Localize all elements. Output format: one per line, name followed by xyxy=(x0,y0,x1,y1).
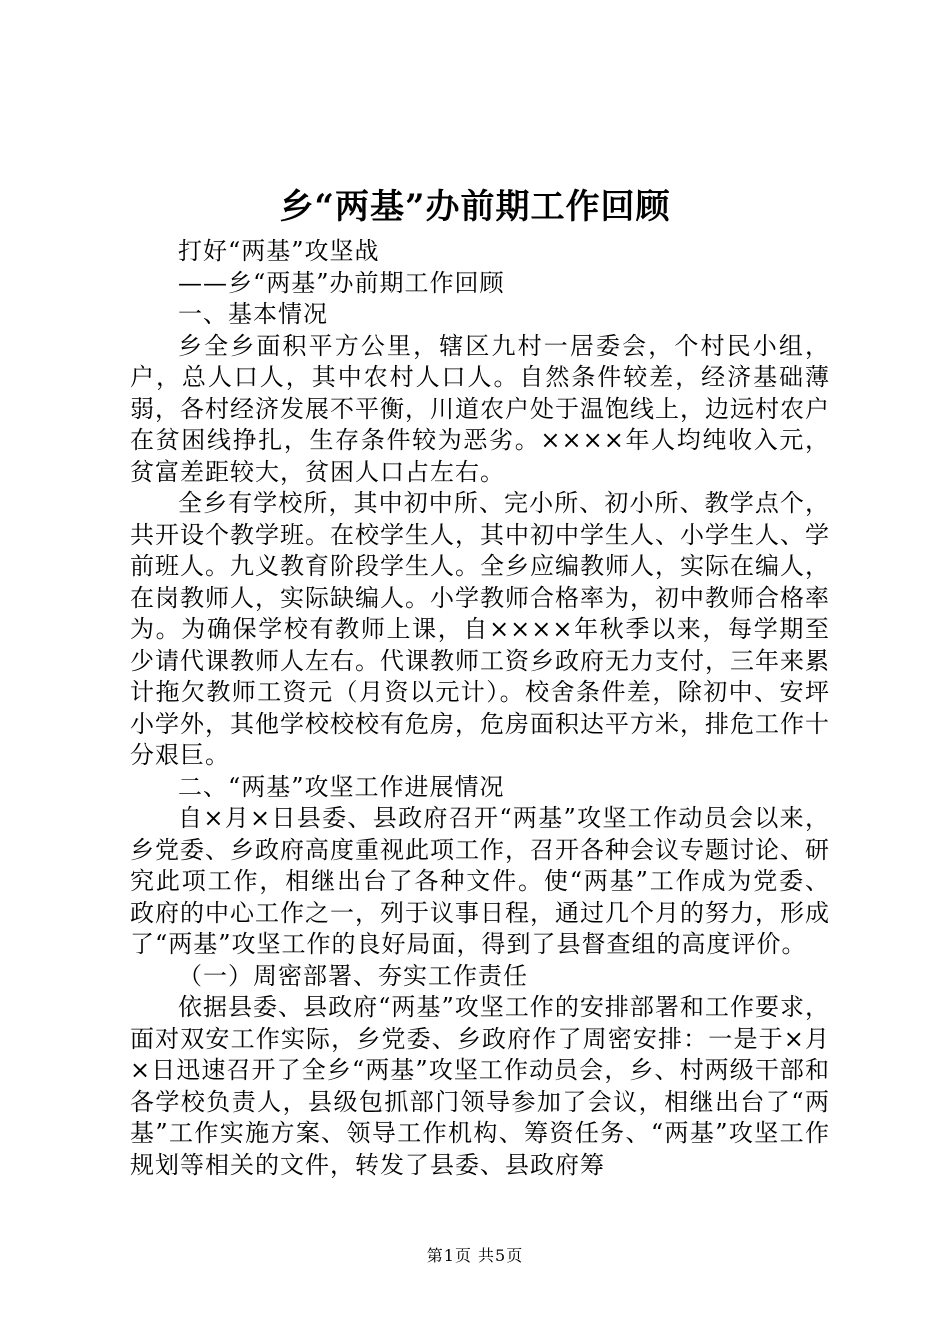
subsection-heading: （一）周密部署、夯实工作责任 xyxy=(178,961,528,990)
paragraph: 乡全乡面积平方公里，辖区九村一居委会，个村民小组，户，总人口人，其中农村人口人。自然条件较差，经济基础薄弱，各村经济发展不平衡，川道农户处于温饱线上，边远村农户在贫困线挣扎，生存条件较为恶劣。××××年人均纯收入元，贫富差距较大，贫困人口占左右。 xyxy=(130,331,830,486)
page-footer: 第1页 共5页 xyxy=(426,1246,524,1265)
paragraph-subtitle: 打好“两基”攻坚战 xyxy=(178,237,380,265)
document-body xyxy=(130,236,830,1181)
paragraph: 全乡有学校所，其中初中所、完小所、初小所、教学点个，共开设个教学班。在校学生人，其中初中学生人、小学生人、学前班人。九义教育阶段学生人。全乡应编教师人，实际在编人，在岗教师人，实际缺编人。小学教师合格率为，初中教师合格率为。为确保学校有教师上课，自××××年秋季以来，每学期至少请代课教师人左右。代课教师工资乡政府无力支付，三年来累计拖欠教师工资元（月资以元计）。校舍条件差，除初中、安坪小学外，其他学校校校有危房，危房面积达平方米，排危工作十分艰巨。 xyxy=(130,489,830,769)
paragraph: 自×月×日县委、县政府召开“两基”攻坚工作动员会以来，乡党委、乡政府高度重视此项工作，召开各种会议专题讨论、研究此项工作，相继出台了各种文件。使“两基”工作成为党委、政府的中心工作之一，列于议事日程，通过几个月的努力，形成了“两基”攻坚工作的良好局面，得到了县督查组的高度评价。 xyxy=(130,804,830,958)
section-heading-progress: 二、“两基”攻坚工作进展情况 xyxy=(178,772,505,801)
paragraph: 依据县委、县政府“两基”攻坚工作的安排部署和工作要求，面对双安工作实际，乡党委、乡政府作了周密安排：一是于×月×日迅速召开了全乡“两基”攻坚工作动员会，乡、村两级干部和各学校负责人，县级包抓部门领导参加了会议，相继出台了“两基”工作实施方案、领导工作机构、筹资任务、“两基”攻坚工作规划等相关的文件，转发了县委、县政府筹 xyxy=(130,993,830,1179)
section-heading-basic-situation: 一、基本情况 xyxy=(178,300,328,328)
document-title: 乡“两基”办前期工作回顾 xyxy=(279,187,671,227)
paragraph-subheading: ——乡“两基”办前期工作回顾 xyxy=(178,268,505,297)
